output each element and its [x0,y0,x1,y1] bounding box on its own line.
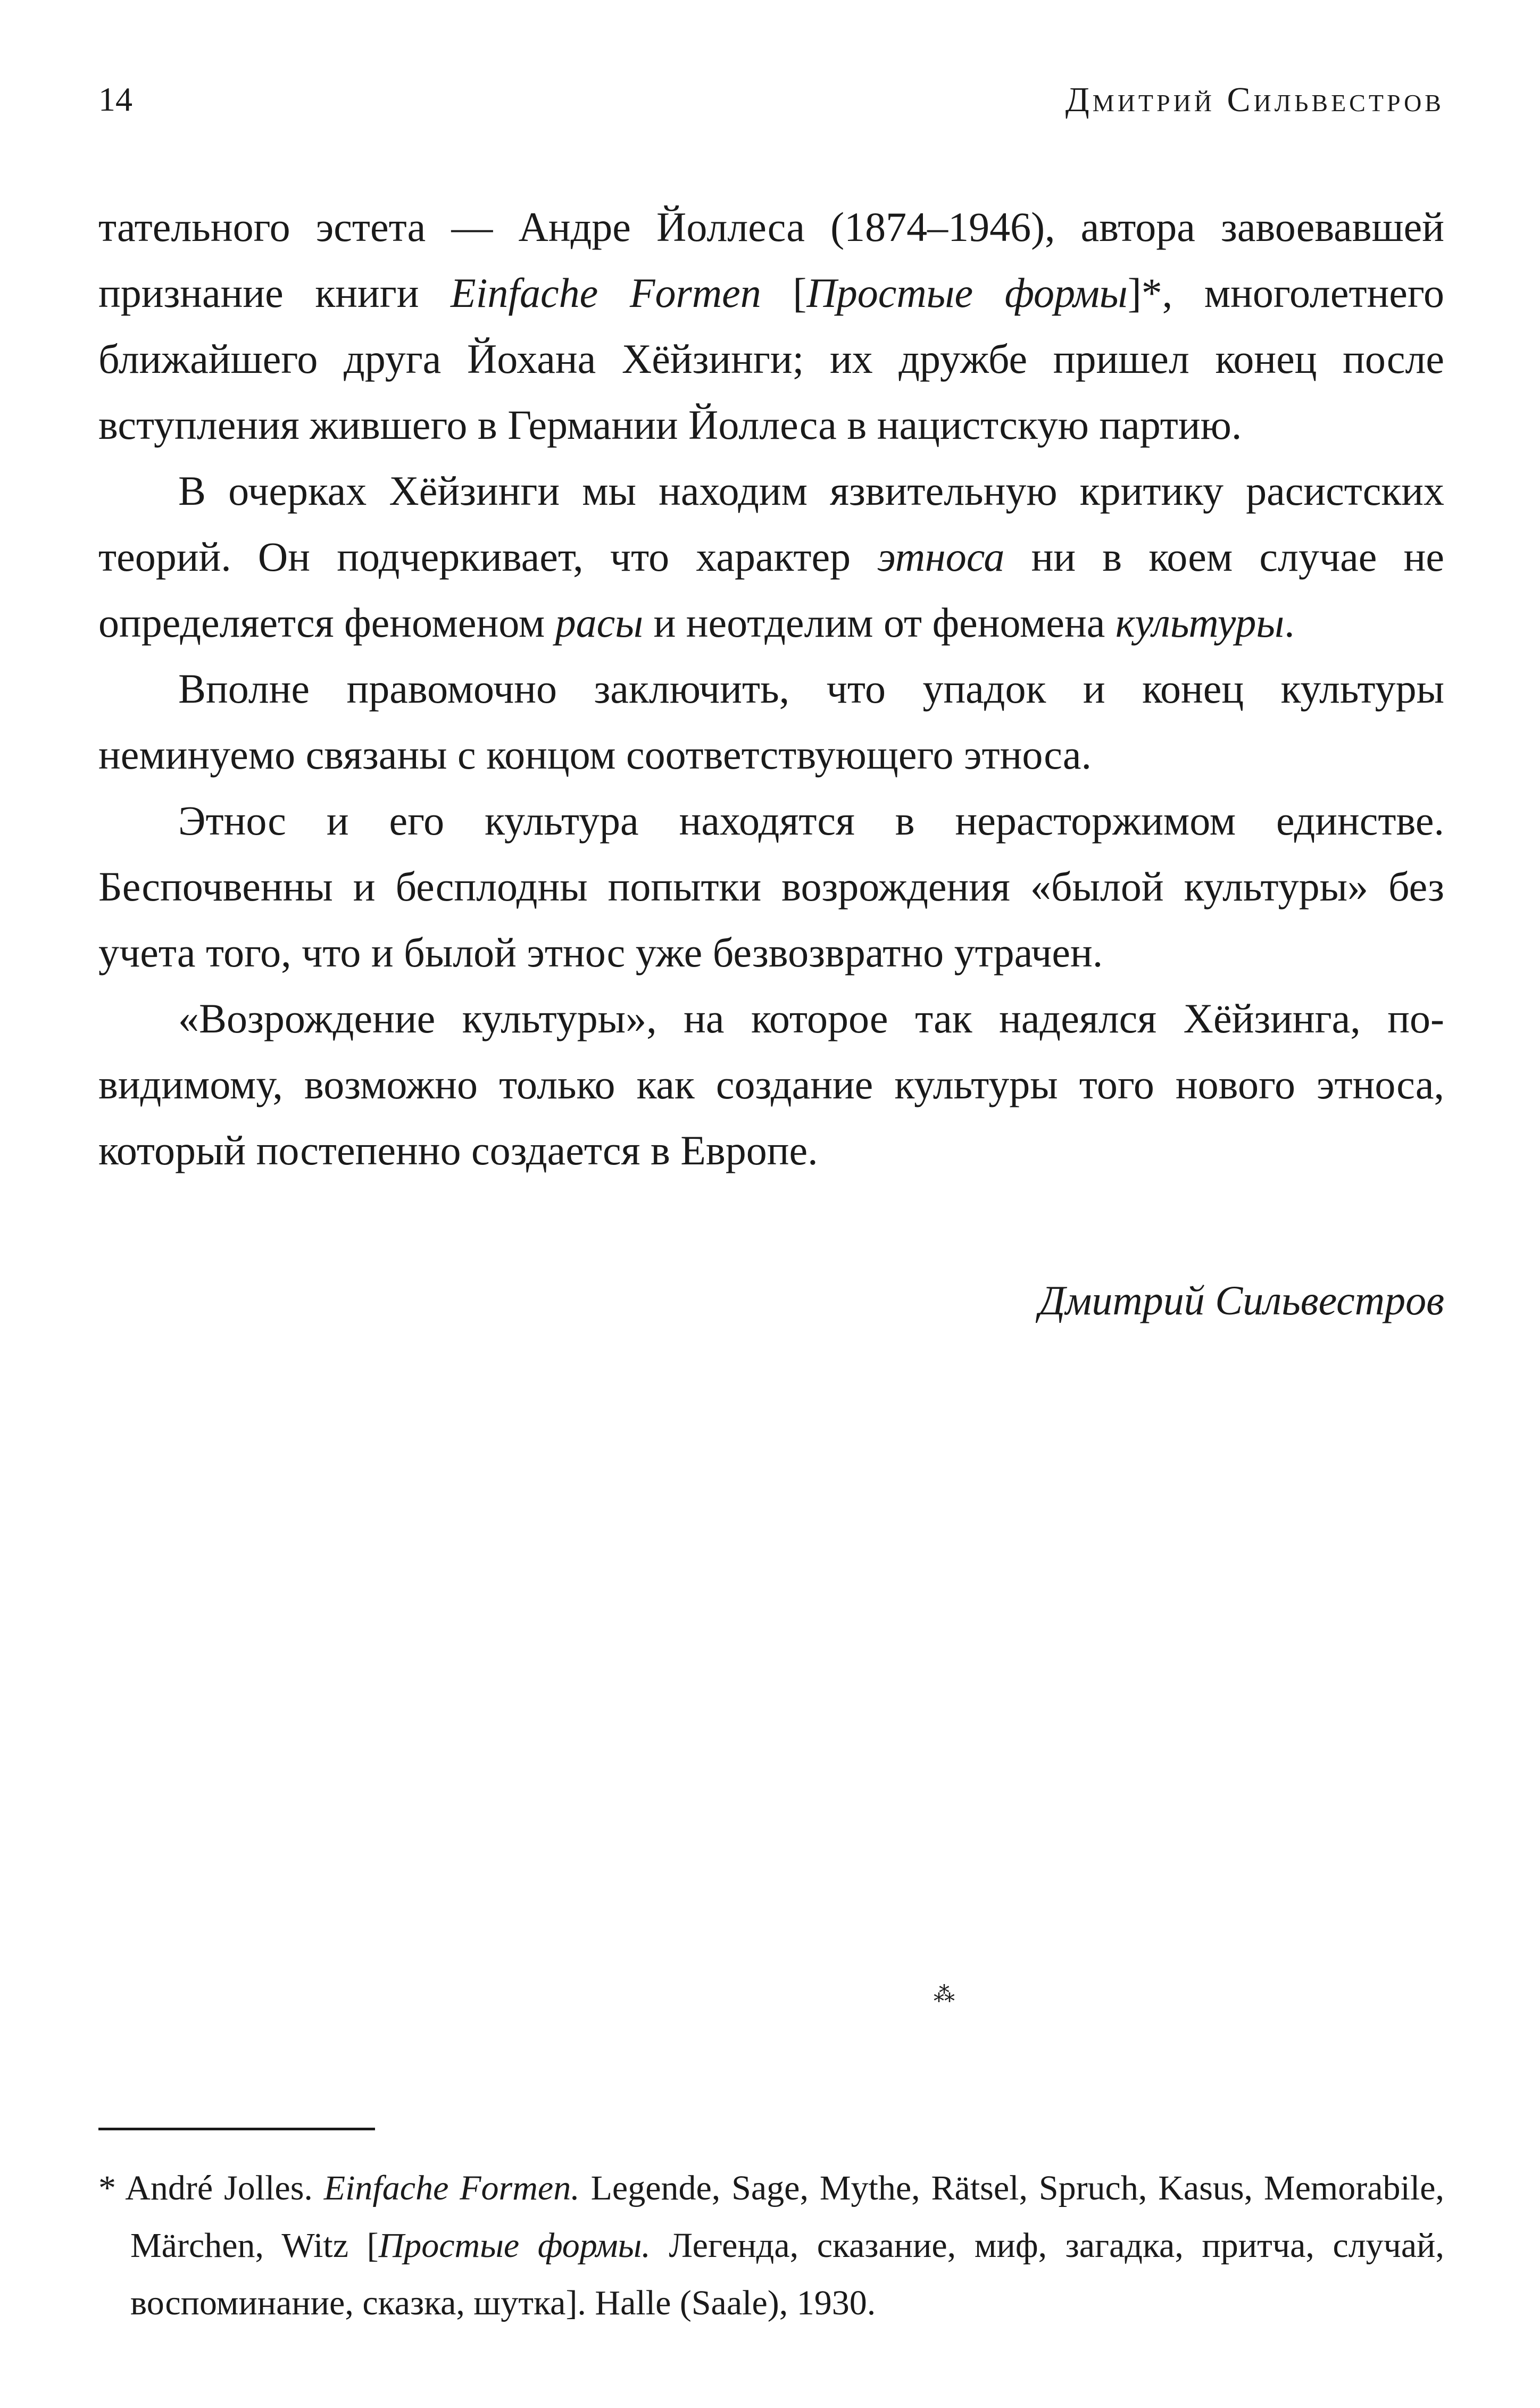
paragraph-1-text-a: тательного эстета — Андре Йоллеса (1874–1946), автора завоевавшей признание книги [98,204,1444,316]
footnote-text-e: Легенда, сказание, миф, загадка, притча, случай, воспоминание, сказка, шутка]. Halle (Saale), 1930. [130,2226,1444,2322]
ornament-mark: ⁂ [934,1982,955,2006]
footnote-text-a: * André Jolles. [98,2169,324,2207]
emphasis-culture: культуры [1115,599,1285,646]
paragraph-2-text-a: В очерках Хёйзинги мы находим язвительную критику расистских теорий. Он подчеркивает, что характер [98,468,1444,580]
paragraph-2-text-e: и неотделим от феномена [643,599,1116,646]
paragraph-2-text-g: . [1284,599,1295,646]
author-signature: Дмитрий Сильвестров [1038,1277,1444,1323]
book-title-russian: Простые формы [806,270,1128,316]
paragraph-5: «Возрождение культуры», на которое так надеялся Хёйзинга, по-видимому, возможно только как создание культуры того нового этноса, который постепенно создается в Европе. [98,995,1444,1173]
paragraph-2 [98,458,1444,656]
running-title: Дмитрий Сильвестров [1065,80,1444,119]
paragraph-4: Этнос и его культура находятся в нерасторжимом единстве. Беспочвенны и бесплодны попытки возрождения «былой культуры» без учета того, что и былой этнос уже безвозвратно утрачен. [98,797,1444,976]
paragraph-1-text-c: [ [761,270,807,316]
page-number: 14 [98,80,132,118]
footnote-title-russian: Простые формы. [378,2226,651,2265]
emphasis-ethnos: этноса [877,534,1005,580]
book-title-german: Einfache Formen [451,270,761,316]
footnote [98,2160,1444,2332]
body-text [98,194,1444,1184]
running-head [98,80,1444,122]
paragraph-1-text-e: ]*, многолетнего ближайшего друга Йохана Хёйзинги; их дружбе пришел конец после вступления жившего в Германии Йоллеса в нацистскую партию. [98,270,1444,448]
paragraph-1 [98,194,1444,458]
footnote-rule [98,2128,375,2130]
paragraph-2-text-c: ни в коем случае не определяется феноменом [98,534,1445,646]
emphasis-race: расы [555,599,644,646]
paragraph-3: Вполне правомочно заключить, что упадок и конец культуры неминуемо связаны с концом соответствующего этноса. [98,665,1444,778]
footnote-title-german: Einfache Formen. [323,2169,580,2207]
book-page [98,0,1444,2408]
footnote-text-c: Legende, Sage, Mythe, Rätsel, Spruch, Kasus, Memorabile, Märchen, Witz [ [130,2169,1444,2265]
